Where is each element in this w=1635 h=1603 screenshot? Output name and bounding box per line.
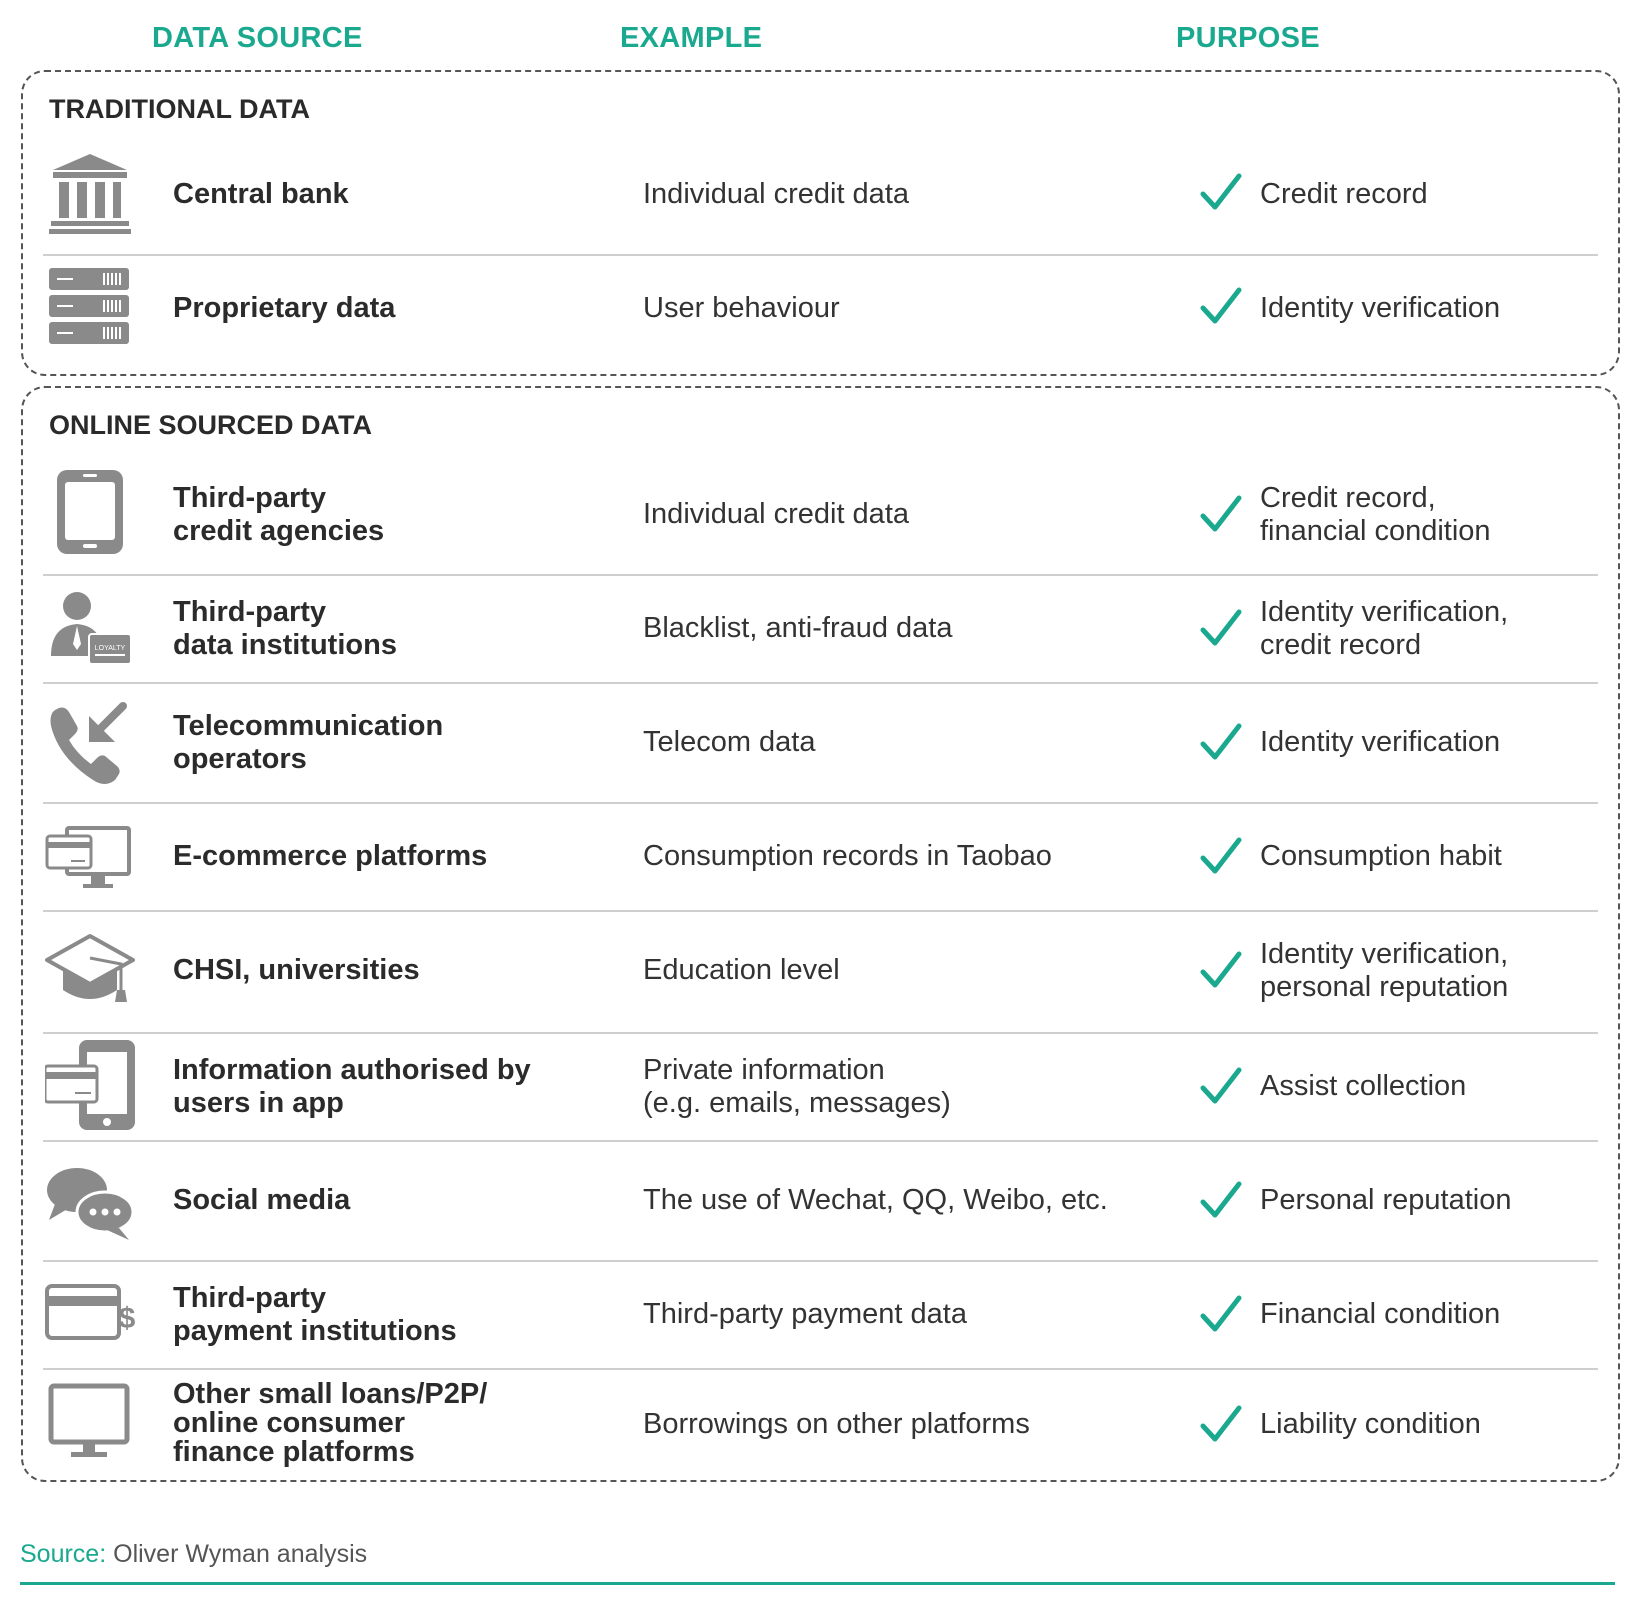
server-icon [45, 262, 135, 352]
checkmark-icon [1200, 1404, 1242, 1444]
table-row [43, 912, 1598, 1034]
checkmark-icon [1200, 494, 1242, 534]
header-purpose: PURPOSE [1176, 22, 1320, 54]
source-proprietary-data: Proprietary data [173, 292, 396, 324]
source-third-party-credit-agencies: Third-party credit agencies [173, 482, 385, 547]
purpose-cell: Personal reputation [1260, 1184, 1512, 1216]
purpose-cell: Financial condition [1260, 1298, 1501, 1330]
source-note [20, 1540, 367, 1569]
person-card-icon [45, 584, 135, 674]
purpose-cell: Credit record, financial condition [1260, 482, 1491, 547]
svg-text:LOYALTY: LOYALTY [94, 645, 126, 652]
monitor-card-icon [45, 814, 135, 904]
source-other-small-loans: Other small loans/P2P/ online consumer finance platforms [173, 1378, 488, 1468]
bank-icon [45, 150, 135, 240]
graduation-cap-icon [45, 928, 135, 1018]
checkmark-icon [1200, 172, 1242, 212]
table-row [43, 1034, 1598, 1142]
example-cell: Private information (e.g. emails, messages) [643, 1054, 951, 1119]
table-row [43, 576, 1598, 684]
purpose-cell: Consumption habit [1260, 840, 1502, 872]
table-row [43, 142, 1598, 256]
phone-card-icon [45, 1040, 135, 1130]
example-cell: The use of Wechat, QQ, Weibo, etc. [643, 1184, 1108, 1216]
header-data-source: DATA SOURCE [152, 22, 363, 54]
table-row [43, 1142, 1598, 1262]
section-title-online: ONLINE SOURCED DATA [49, 410, 372, 440]
purpose-cell: Liability condition [1260, 1408, 1481, 1440]
source-telecommunication-operators: Telecommunication operators [173, 710, 444, 775]
table-row [43, 458, 1598, 576]
source-text: Oliver Wyman analysis [113, 1540, 368, 1568]
source-chsi-universities: CHSI, universities [173, 954, 420, 986]
tablet-icon [45, 468, 135, 558]
example-cell: Education level [643, 954, 840, 986]
source-e-commerce-platforms: E-commerce platforms [173, 840, 488, 872]
checkmark-icon [1200, 1294, 1242, 1334]
credit-card-dollar-icon [45, 1272, 135, 1362]
checkmark-icon [1200, 1066, 1242, 1106]
example-cell: Third-party payment data [643, 1298, 967, 1330]
source-central-bank: Central bank [173, 178, 349, 210]
header-example: EXAMPLE [620, 22, 763, 54]
example-cell: User behaviour [643, 292, 840, 324]
purpose-cell: Identity verification, credit record [1260, 596, 1509, 661]
checkmark-icon [1200, 286, 1242, 326]
example-cell: Individual credit data [643, 178, 909, 210]
checkmark-icon [1200, 950, 1242, 990]
purpose-cell: Assist collection [1260, 1070, 1467, 1102]
purpose-cell: Identity verification, personal reputation [1260, 938, 1509, 1003]
purpose-cell: Credit record [1260, 178, 1428, 210]
section-title-traditional: TRADITIONAL DATA [49, 94, 310, 124]
traditional-data-box [21, 70, 1620, 376]
checkmark-icon [1200, 1180, 1242, 1220]
table-row [43, 804, 1598, 912]
table-row [43, 1262, 1598, 1370]
footer-rule [20, 1582, 1615, 1585]
source-third-party-data-institutions: Third-party data institutions [173, 596, 397, 661]
checkmark-icon [1200, 836, 1242, 876]
source-label: Source: [20, 1540, 107, 1568]
table-row [43, 684, 1598, 804]
checkmark-icon [1200, 608, 1242, 648]
purpose-cell: Identity verification [1260, 726, 1501, 758]
source-social-media: Social media [173, 1184, 351, 1216]
chat-bubbles-icon [45, 1158, 135, 1248]
source-third-party-payment: Third-party payment institutions [173, 1282, 457, 1347]
example-cell: Telecom data [643, 726, 816, 758]
monitor-icon [45, 1378, 135, 1468]
table-row [43, 1370, 1598, 1480]
example-cell: Consumption records in Taobao [643, 840, 1052, 872]
example-cell: Blacklist, anti-fraud data [643, 612, 953, 644]
svg-text:$: $ [118, 1302, 135, 1335]
online-sourced-data-box [21, 386, 1620, 1482]
example-cell: Borrowings on other platforms [643, 1408, 1030, 1440]
table-row [43, 256, 1598, 370]
phone-call-icon [45, 700, 135, 790]
source-information-authorised: Information authorised by users in app [173, 1054, 531, 1119]
purpose-cell: Identity verification [1260, 292, 1501, 324]
checkmark-icon [1200, 722, 1242, 762]
example-cell: Individual credit data [643, 498, 909, 530]
